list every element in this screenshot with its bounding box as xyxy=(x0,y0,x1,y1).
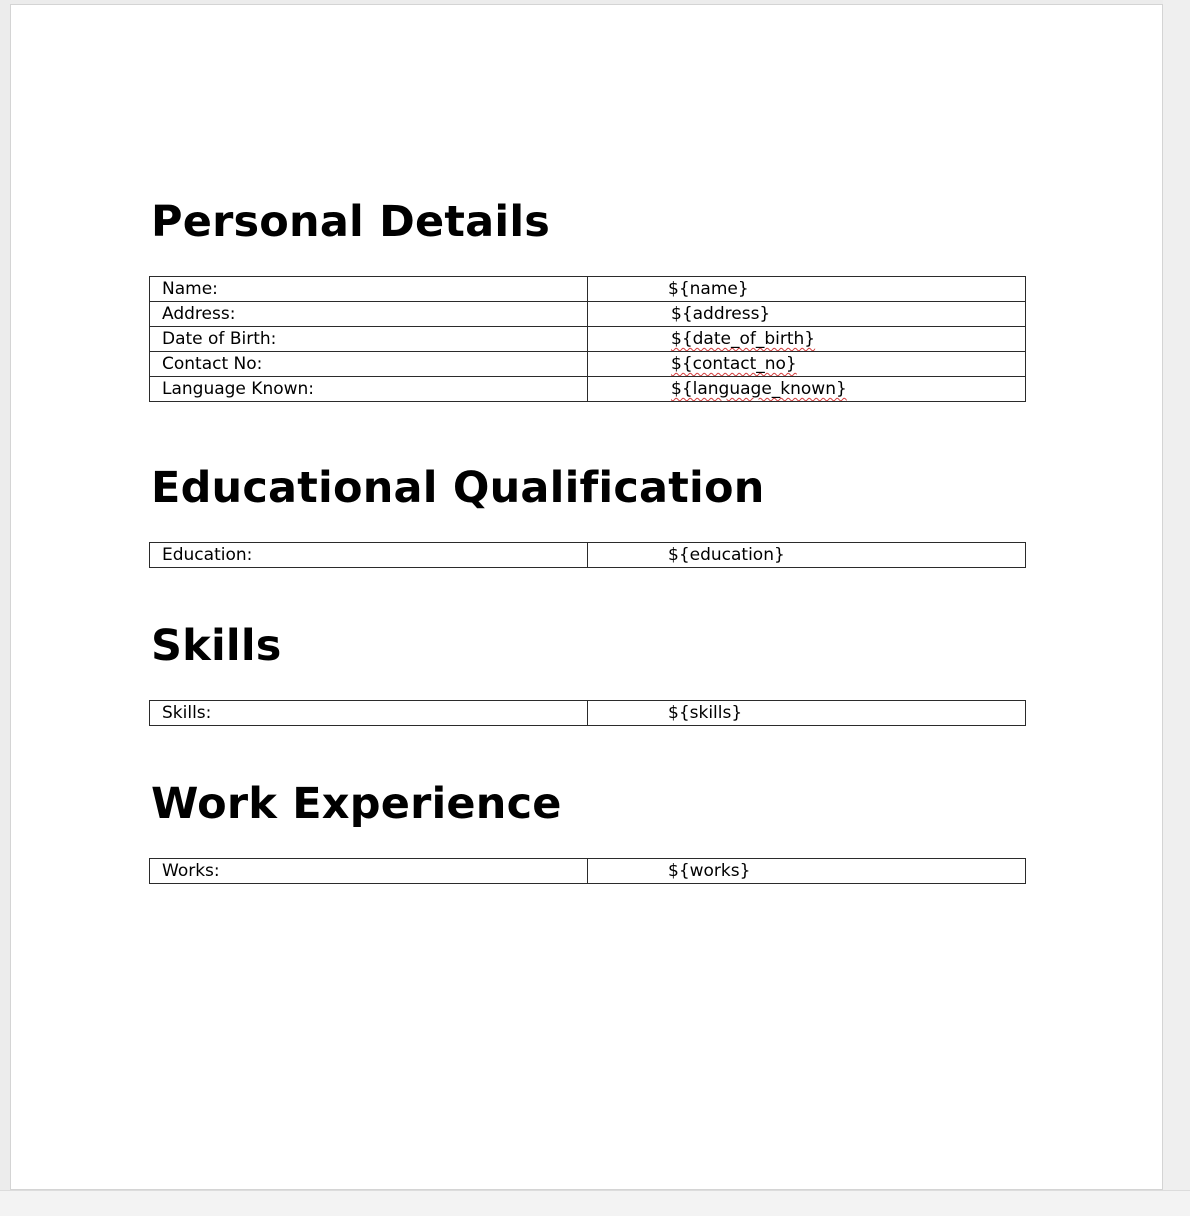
table-row xyxy=(150,543,1026,568)
value-cell[interactable] xyxy=(588,377,1026,402)
table-row xyxy=(150,377,1026,402)
status-bar-area xyxy=(0,1190,1190,1216)
spellcheck-value: ${date_of_birth} xyxy=(671,329,816,349)
label-cell[interactable]: Name: xyxy=(150,277,588,302)
label-cell[interactable]: Language Known: xyxy=(150,377,588,402)
spellcheck-value: ${language_known} xyxy=(671,379,847,399)
table-row xyxy=(150,302,1026,327)
vertical-scroll-area[interactable] xyxy=(1163,0,1190,1190)
label-cell[interactable]: Contact No: xyxy=(150,352,588,377)
label-cell[interactable]: Works: xyxy=(150,859,588,884)
heading-skills: Skills xyxy=(151,621,282,671)
personal-details-table xyxy=(149,276,1026,402)
table-row xyxy=(150,352,1026,377)
value-cell[interactable]: ${address} xyxy=(588,302,1026,327)
label-cell[interactable]: Date of Birth: xyxy=(150,327,588,352)
value-cell[interactable]: ${name} xyxy=(588,277,1026,302)
skills-table xyxy=(149,700,1026,726)
value-cell[interactable]: ${education} xyxy=(588,543,1026,568)
table-row xyxy=(150,859,1026,884)
value-cell[interactable]: ${skills} xyxy=(588,701,1026,726)
label-cell[interactable]: Education: xyxy=(150,543,588,568)
table-row xyxy=(150,701,1026,726)
heading-work-experience: Work Experience xyxy=(151,779,562,829)
label-cell[interactable]: Address: xyxy=(150,302,588,327)
value-cell[interactable] xyxy=(588,352,1026,377)
document-page[interactable] xyxy=(10,4,1163,1190)
heading-personal-details: Personal Details xyxy=(151,197,551,247)
table-row xyxy=(150,327,1026,352)
spellcheck-value: ${contact_no} xyxy=(671,354,797,374)
heading-educational-qualification: Educational Qualification xyxy=(151,463,765,513)
education-table xyxy=(149,542,1026,568)
label-cell[interactable]: Skills: xyxy=(150,701,588,726)
table-row xyxy=(150,277,1026,302)
work-table xyxy=(149,858,1026,884)
value-cell[interactable]: ${works} xyxy=(588,859,1026,884)
value-cell[interactable] xyxy=(588,327,1026,352)
